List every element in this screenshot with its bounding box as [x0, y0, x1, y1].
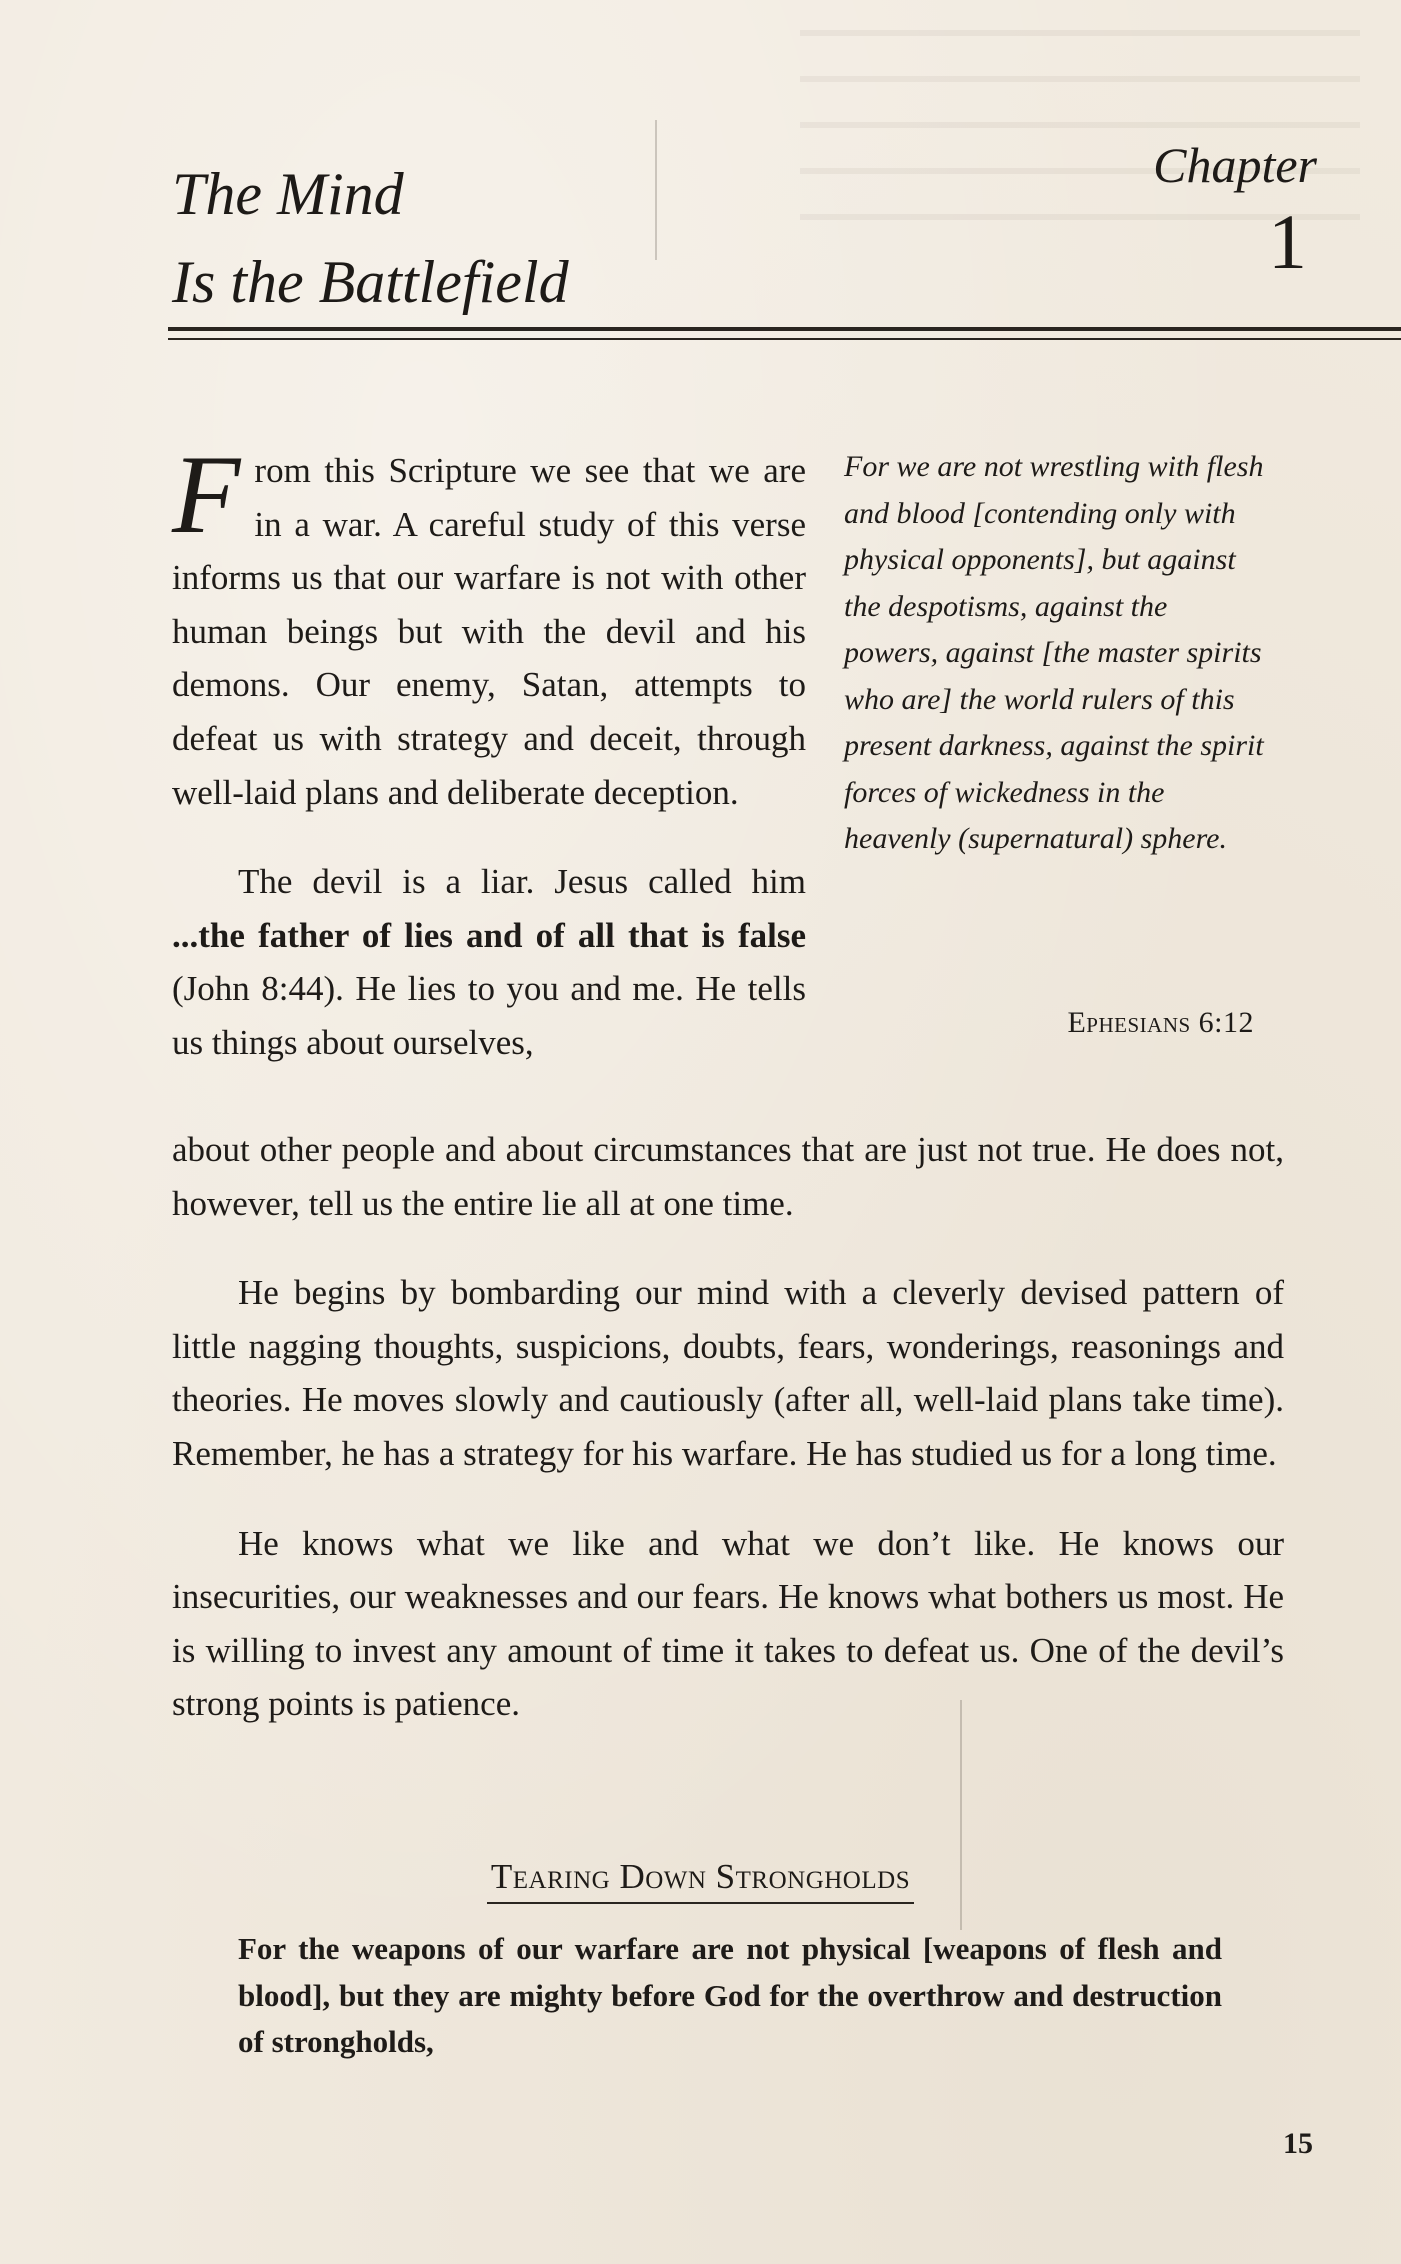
fourth-paragraph: He knows what we like and what we don’t like. He knows our insecurities, our weaknesses and our fears. He knows what bothers us most. He is willing to invest any amount of time it takes to defeat us. One of the devil’s strong points is patience.: [172, 1523, 1284, 1724]
second-paragraph-start: The devil is a liar. Jesus called him: [238, 862, 806, 902]
chapter-number: 1: [1268, 198, 1307, 285]
left-column: [172, 433, 806, 1070]
paper-crease: [655, 120, 657, 260]
header-rule-thick: [168, 327, 1401, 331]
opening-paragraph-text: rom this Scripture we see that we are in a war. A careful study of this verse informs us that our warfare is not with other human beings but with the devil and his demons. Our enemy, Satan, attempts to defeat us with strategy and deceit, through well-laid plans and deliberate deception.: [172, 451, 806, 812]
full-width-body: [172, 1123, 1284, 1731]
page-number: 15: [1283, 2127, 1313, 2160]
continuation-paragraph: about other people and about circumstances that are just not true. He does not, however, tell us the entire lie all at one time.: [172, 1130, 1284, 1223]
second-paragraph: [172, 855, 806, 1069]
drop-cap: F: [172, 433, 241, 557]
second-paragraph-end: (John 8:44). He lies to you and me. He tells us things about ourselves,: [172, 969, 806, 1062]
opening-paragraph: [172, 433, 806, 819]
chapter-title-line-1: The Mind: [172, 161, 404, 227]
epigraph-reference: Ephesians 6:12: [1067, 1006, 1254, 1039]
chapter-label: Chapter: [1153, 137, 1317, 193]
section-scripture-quote: For the weapons of our warfare are not physical [weapons of flesh and blood], but they are mighty before God for the overthrow and destruction of strongholds,: [238, 1931, 1222, 2059]
header-rule-thin: [168, 338, 1401, 340]
chapter-indicator: [1153, 135, 1317, 287]
section-heading-text: Tearing Down Strongholds: [487, 1852, 914, 1904]
chapter-title: [172, 150, 569, 326]
chapter-title-line-2: Is the Battlefield: [172, 249, 569, 315]
third-paragraph: He begins by bombarding our mind with a cleverly devised pattern of little nagging thoughts, suspicions, doubts, fears, wonderings, reasonings and theories. He moves slowly and cautiously (after all, well-laid plans take time). Remember, he has a strategy for his warfare. He has studied us for a long time.: [172, 1273, 1284, 1473]
scripture-quote-inline: ...the father of lies and of all that is false: [172, 915, 806, 955]
section-heading: [0, 1852, 1401, 1904]
epigraph-verse: For we are not wrestling with flesh and blood [contending only with physical opponents], but against the despotisms, against the powers, against [the master spirits who are] the world rulers of this present darkness, against the spirit forces of wickedness in the heavenly (supernatural) sphere.: [844, 450, 1264, 855]
